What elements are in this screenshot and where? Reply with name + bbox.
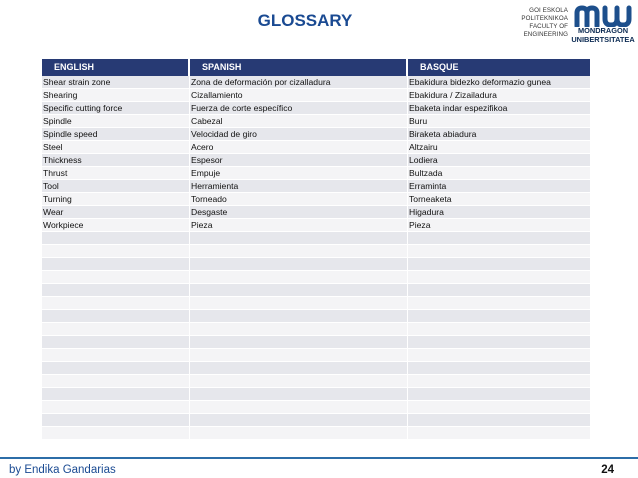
cell-basque (408, 401, 590, 414)
cell-english: Thrust (42, 167, 190, 180)
table-row (42, 375, 590, 388)
table-row (42, 219, 590, 232)
cell-spanish (190, 414, 408, 427)
faculty-line: ENGINEERING (523, 31, 568, 38)
mondragon-logo-icon (573, 5, 633, 27)
cell-spanish (190, 362, 408, 375)
cell-english (42, 232, 190, 245)
cell-english: Specific cutting force (42, 102, 190, 115)
table-row (42, 141, 590, 154)
cell-spanish: Torneado (190, 193, 408, 206)
glossary-table (42, 59, 590, 440)
cell-spanish (190, 258, 408, 271)
cell-english (42, 284, 190, 297)
cell-basque: Lodiera (408, 154, 590, 167)
table-row (42, 154, 590, 167)
university-name-line: UNIBERTSITATEA (571, 35, 635, 44)
table-row (42, 349, 590, 362)
cell-basque: Higadura (408, 206, 590, 219)
column-header-spanish: SPANISH (190, 59, 408, 76)
page-number: 24 (601, 464, 614, 476)
table-row (42, 427, 590, 440)
cell-spanish: Acero (190, 141, 408, 154)
cell-spanish (190, 349, 408, 362)
table-row (42, 89, 590, 102)
cell-spanish: Velocidad de giro (190, 128, 408, 141)
cell-spanish: Fuerza de corte específico (190, 102, 408, 115)
cell-spanish (190, 323, 408, 336)
cell-basque: Altzairu (408, 141, 590, 154)
cell-english: Tool (42, 180, 190, 193)
cell-basque (408, 349, 590, 362)
table-body (42, 76, 590, 440)
cell-basque: Ebakidura bidezko deformazio gunea (408, 76, 590, 89)
cell-english (42, 245, 190, 258)
table-row (42, 414, 590, 427)
table-row (42, 128, 590, 141)
faculty-line: POLITEKNIKOA (521, 15, 568, 22)
cell-spanish: Desgaste (190, 206, 408, 219)
cell-spanish (190, 245, 408, 258)
cell-spanish: Espesor (190, 154, 408, 167)
table-row (42, 310, 590, 323)
cell-spanish (190, 375, 408, 388)
cell-spanish: Cizallamiento (190, 89, 408, 102)
cell-basque (408, 414, 590, 427)
cell-english (42, 349, 190, 362)
table-row (42, 362, 590, 375)
cell-english: Spindle speed (42, 128, 190, 141)
cell-english: Turning (42, 193, 190, 206)
cell-basque (408, 323, 590, 336)
table-row (42, 206, 590, 219)
table-row (42, 284, 590, 297)
table-row (42, 76, 590, 89)
cell-basque: Bultzada (408, 167, 590, 180)
table-row (42, 388, 590, 401)
cell-spanish: Cabezal (190, 115, 408, 128)
table-row (42, 401, 590, 414)
cell-spanish: Pieza (190, 219, 408, 232)
cell-basque: Buru (408, 115, 590, 128)
table-row (42, 297, 590, 310)
table-row (42, 167, 590, 180)
cell-spanish (190, 271, 408, 284)
cell-english (42, 388, 190, 401)
column-header-english: ENGLISH (42, 59, 190, 76)
cell-basque: Torneaketa (408, 193, 590, 206)
table-row (42, 232, 590, 245)
cell-english: Thickness (42, 154, 190, 167)
university-name-line: MONDRAGON (577, 26, 629, 35)
cell-basque (408, 258, 590, 271)
cell-spanish (190, 232, 408, 245)
cell-english (42, 401, 190, 414)
cell-english: Wear (42, 206, 190, 219)
cell-basque (408, 427, 590, 440)
cell-english (42, 427, 190, 440)
table-row (42, 102, 590, 115)
table-row (42, 180, 590, 193)
slide-title: GLOSSARY (257, 11, 353, 30)
cell-english (42, 414, 190, 427)
cell-english (42, 258, 190, 271)
table-row (42, 271, 590, 284)
cell-basque: Pieza (408, 219, 590, 232)
table-header (42, 59, 590, 76)
table-row (42, 245, 590, 258)
cell-spanish: Herramienta (190, 180, 408, 193)
cell-spanish: Zona de deformación por cizalladura (190, 76, 408, 89)
cell-basque (408, 336, 590, 349)
footer-divider (0, 457, 638, 459)
cell-basque: Ebakidura / Zizailadura (408, 89, 590, 102)
cell-basque (408, 245, 590, 258)
cell-basque (408, 362, 590, 375)
cell-basque: Biraketa abiadura (408, 128, 590, 141)
cell-spanish (190, 297, 408, 310)
cell-english: Steel (42, 141, 190, 154)
cell-basque (408, 388, 590, 401)
cell-spanish (190, 310, 408, 323)
cell-english: Spindle (42, 115, 190, 128)
cell-english (42, 271, 190, 284)
cell-english (42, 310, 190, 323)
cell-basque (408, 297, 590, 310)
table-row (42, 115, 590, 128)
cell-spanish: Empuje (190, 167, 408, 180)
cell-basque (408, 284, 590, 297)
university-name (568, 26, 638, 44)
cell-english: Shear strain zone (42, 76, 190, 89)
faculty-label (498, 7, 568, 39)
cell-basque: Erraminta (408, 180, 590, 193)
cell-english (42, 362, 190, 375)
cell-basque (408, 232, 590, 245)
cell-basque (408, 310, 590, 323)
faculty-line: FACULTY OF (529, 23, 568, 30)
column-header-basque: BASQUE (408, 59, 590, 76)
table-row (42, 336, 590, 349)
cell-basque (408, 375, 590, 388)
cell-english: Shearing (42, 89, 190, 102)
cell-english (42, 297, 190, 310)
cell-spanish (190, 427, 408, 440)
cell-spanish (190, 284, 408, 297)
cell-english (42, 323, 190, 336)
cell-spanish (190, 336, 408, 349)
cell-basque (408, 271, 590, 284)
table-row (42, 258, 590, 271)
cell-spanish (190, 388, 408, 401)
cell-spanish (190, 401, 408, 414)
table-row (42, 323, 590, 336)
cell-english (42, 375, 190, 388)
faculty-line: GOI ESKOLA (529, 7, 568, 14)
cell-english (42, 336, 190, 349)
cell-english: Workpiece (42, 219, 190, 232)
author-credit: by Endika Gandarias (9, 464, 116, 476)
cell-basque: Ebaketa indar espezifikoa (408, 102, 590, 115)
table-row (42, 193, 590, 206)
